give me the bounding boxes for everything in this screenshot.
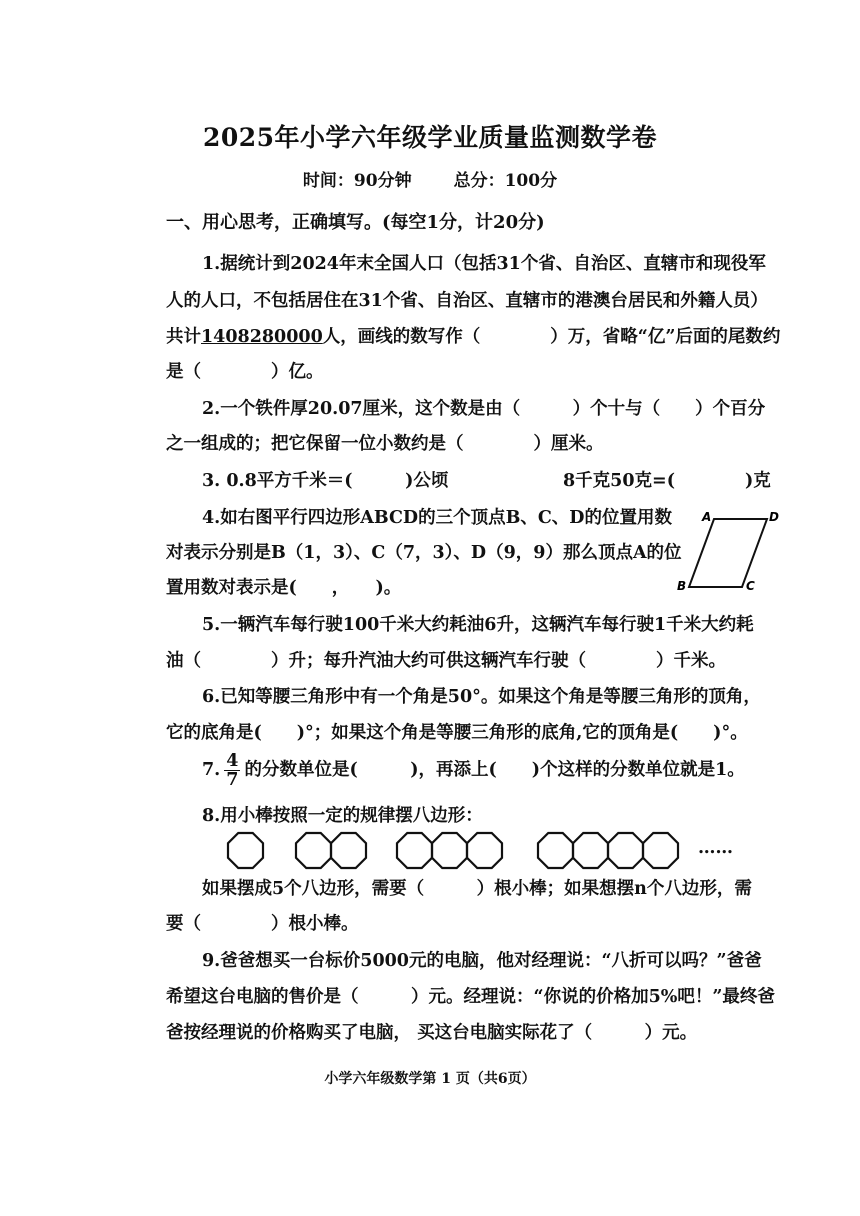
q1-line4: 是（ ）亿。 <box>166 362 324 382</box>
q8-line2: 如果摆成5个八边形，需要（ ）根小棒；如果想摆n个八边形，需 <box>202 879 752 899</box>
vertex-label-d: D <box>769 510 779 524</box>
octagon-shape <box>397 833 432 868</box>
q6-line2: 它的底角是( )°；如果这个角是等腰三角形的底角,它的顶角是( )°。 <box>166 723 748 743</box>
q1-line3 <box>166 327 780 347</box>
q5-line2: 油（ ）升；每升汽油大约可供这辆汽车行驶（ ）千米。 <box>166 651 726 671</box>
exam-info <box>0 166 860 191</box>
q2-line1: 2.一个铁件厚20.07厘米，这个数是由（ ）个十与（ ）个百分 <box>202 399 766 419</box>
fraction-denominator: 7 <box>226 770 239 790</box>
vertex-label-c: C <box>746 579 755 593</box>
fraction <box>224 752 240 789</box>
pattern-ellipsis: …… <box>698 838 733 858</box>
q1-line1: 1.据统计到2024年末全国人口（包括31个省、自治区、直辖市和现役军 <box>202 254 766 274</box>
q5-line1: 5.一辆汽车每行驶100千米大约耗油6升，这辆汽车每行驶1千米大约耗 <box>202 615 754 635</box>
time-label: 时间：90分钟 <box>302 171 412 191</box>
q8-line1: 8.用小棒按照一定的规律摆八边形： <box>202 806 483 826</box>
octagon-shape <box>432 833 467 868</box>
octagon-shape <box>608 833 643 868</box>
q7-rest: 的分数单位是( )，再添上( )个这样的分数单位就是1。 <box>244 760 745 780</box>
fraction-numerator: 4 <box>226 751 239 771</box>
score-label: 总分：100分 <box>453 171 558 191</box>
vertex-label-a: A <box>702 510 712 524</box>
octagon-shape <box>467 833 502 868</box>
octagon-shape <box>228 833 263 868</box>
q4-line3: 置用数对表示是( ， )。 <box>166 578 402 598</box>
page-footer: 小学六年级数学第 1 页（共6页） <box>324 1071 536 1087</box>
octagon-shape <box>331 833 366 868</box>
q6-line1: 6.已知等腰三角形中有一个角是50°。如果这个角是等腰三角形的顶角， <box>202 687 761 707</box>
q3-part2: 8千克50克=( )克 <box>563 471 771 491</box>
q1-line3-suffix: 人，画线的数写作（ ）万，省略“亿”后面的尾数约 <box>322 327 781 347</box>
q2-line2: 之一组成的；把它保留一位小数约是（ ）厘米。 <box>166 434 604 454</box>
octagon-shape <box>573 833 608 868</box>
q7-prefix: 7. <box>202 760 221 780</box>
q7-line <box>202 752 745 789</box>
q4-line1: 4.如右图平行四边形ABCD的三个顶点B、C、D的位置用数 <box>202 508 672 528</box>
q9-line3: 爸按经理说的价格购买了电脑， 买这台电脑实际花了（ ）元。 <box>166 1023 698 1043</box>
parallelogram-abcd <box>689 519 767 587</box>
octagon-shape <box>538 833 573 868</box>
parallelogram-figure <box>672 504 792 596</box>
vertex-label-b: B <box>677 579 687 593</box>
octagon-shape <box>296 833 331 868</box>
octagon-pattern <box>222 826 692 876</box>
page-title: 2025年小学六年级学业质量监测数学卷 <box>202 123 658 152</box>
q3-part1: 3. 0.8平方千米＝( )公顷 <box>202 471 449 491</box>
q9-line2: 希望这台电脑的售价是（ ）元。经理说：“你说的价格加5%吧！”最终爸 <box>166 987 775 1007</box>
underlined-number: 1408280000 <box>201 327 323 347</box>
octagon-shape <box>643 833 678 868</box>
q1-line2: 人的人口，不包括居住在31个省、自治区、直辖市的港澳台居民和外籍人员） <box>166 291 768 311</box>
section-heading: 一、用心思考，正确填写。(每空1分，计20分) <box>166 212 545 233</box>
q9-line1: 9.爸爸想买一台标价5000元的电脑，他对经理说：“八折可以吗？”爸爸 <box>202 951 762 971</box>
q4-line2: 对表示分别是B（1，3）、C（7，3）、D（9，9）那么顶点A的位 <box>166 543 682 563</box>
q8-line3: 要（ ）根小棒。 <box>166 914 359 934</box>
q1-line3-prefix: 共计 <box>166 327 201 347</box>
